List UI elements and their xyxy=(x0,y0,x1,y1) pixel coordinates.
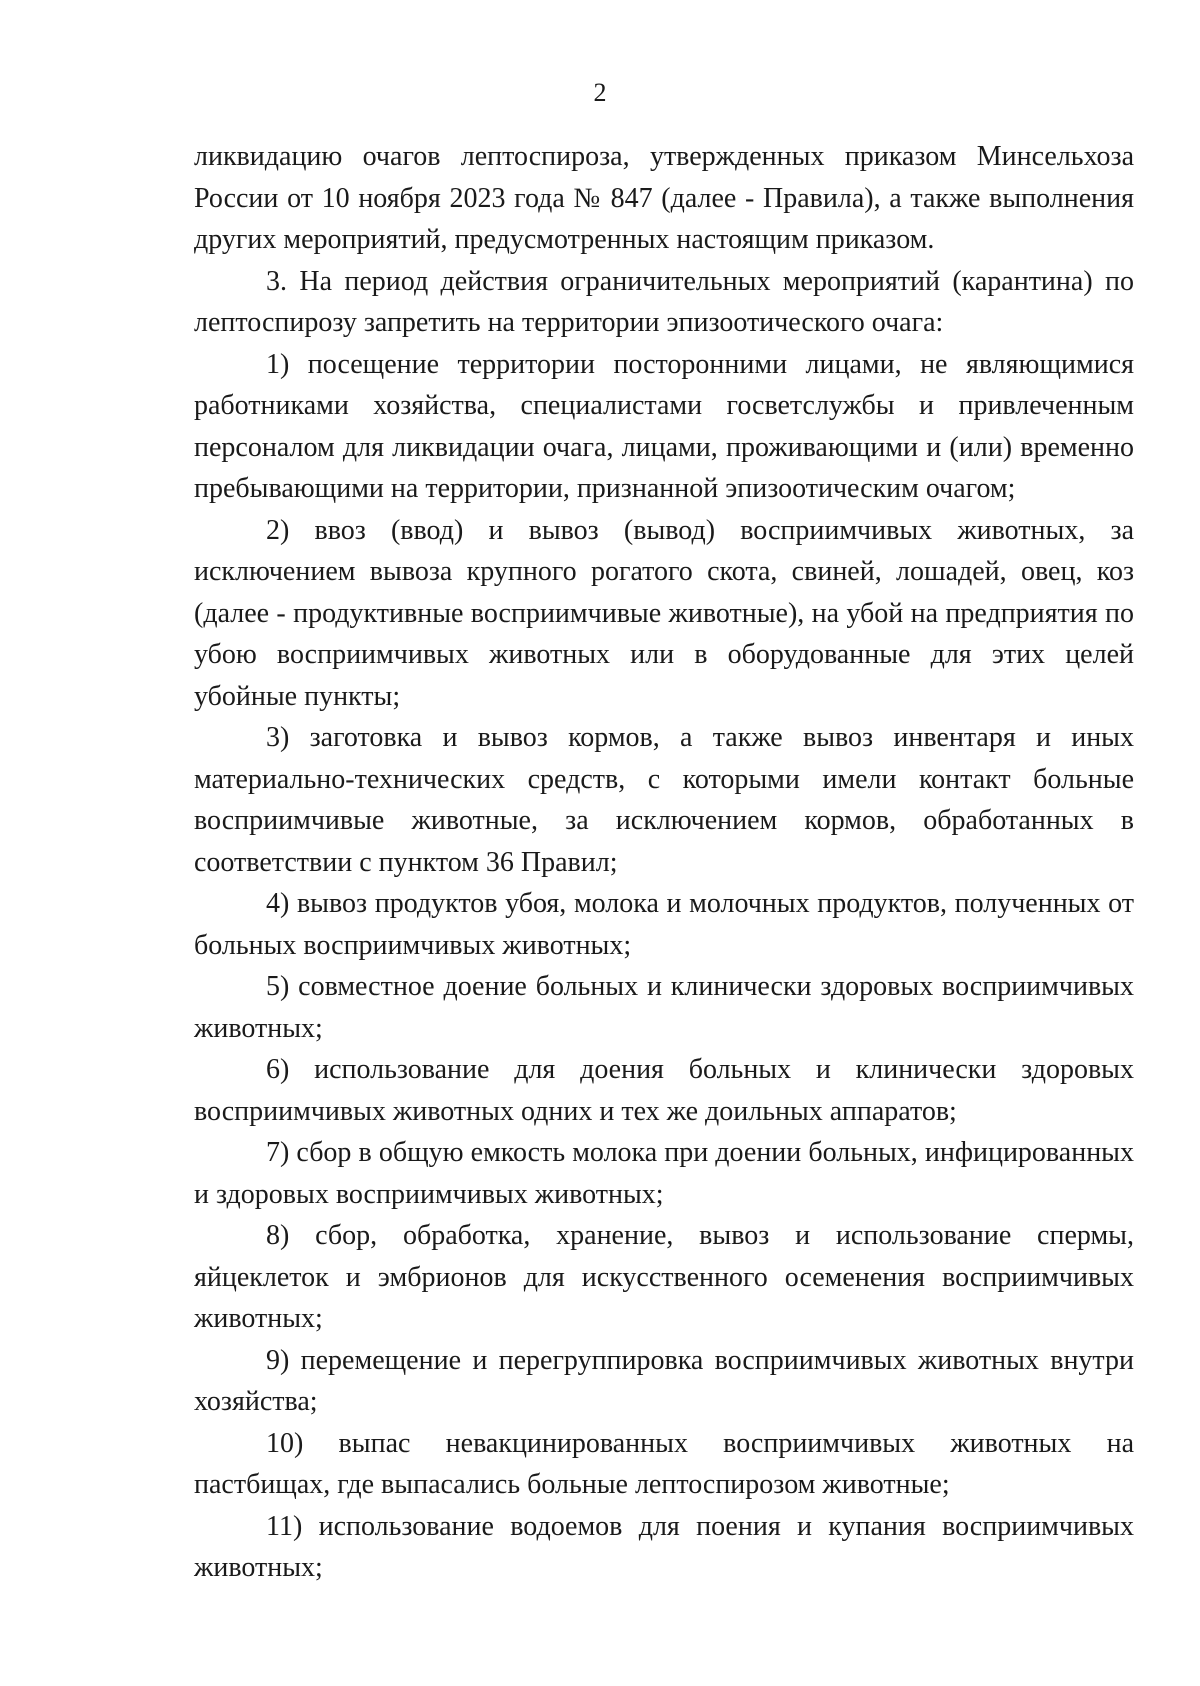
list-item-9: 9) перемещение и перегруппировка восприимчивых животных внутри хозяйства; xyxy=(194,1344,1134,1417)
paragraph-continuation: ликвидацию очагов лептоспироза, утвержденных приказом Минсельхоза России от 10 ноября 2023 года № 847 (далее - Правила), а также выполнения других мероприятий, предусмотренных настоящим приказом. xyxy=(194,141,1134,255)
list-item-5: 5) совместное доение больных и клинически здоровых восприимчивых животных; xyxy=(194,971,1134,1044)
list-item-11: 11) использование водоемов для поения и купания восприимчивых животных; xyxy=(194,1510,1134,1583)
list-item-7: 7) сбор в общую емкость молока при доении больных, инфицированных и здоровых восприимчивых животных; xyxy=(194,1137,1134,1210)
page-number: 2 xyxy=(593,78,607,107)
list-item-4: 4) вывоз продуктов убоя, молока и молочных продуктов, полученных от больных восприимчивых животных; xyxy=(194,888,1134,961)
document-body xyxy=(194,136,1134,1589)
list-item-6: 6) использование для доения больных и клинически здоровых восприимчивых животных одних и тех же доильных аппаратов; xyxy=(194,1054,1134,1127)
paragraph-3: 3. На период действия ограничительных мероприятий (карантина) по лептоспирозу запретить на территории эпизоотического очага: xyxy=(194,265,1134,338)
list-item-2: 2) ввоз (ввод) и вывоз (вывод) восприимчивых животных, за исключением вывоза крупного рогатого скота, свиней, лошадей, овец, коз (далее - продуктивные восприимчивые животные), на убой на предприятия по убою восприимчивых животных или в оборудованные для этих целей убойные пункты; xyxy=(194,514,1134,712)
list-item-8: 8) сбор, обработка, хранение, вывоз и использование спермы, яйцеклеток и эмбрионов для искусственного осеменения восприимчивых животных; xyxy=(194,1220,1134,1334)
list-item-10: 10) выпас невакцинированных восприимчивых животных на пастбищах, где выпасались больные лептоспирозом животные; xyxy=(194,1427,1134,1500)
list-item-3: 3) заготовка и вывоз кормов, а также вывоз инвентаря и иных материально-технических средств, с которыми имели контакт больные восприимчивые животные, за исключением кормов, обработанных в соответствии с пунктом 36 Правил; xyxy=(194,722,1134,878)
list-item-1: 1) посещение территории посторонними лицами, не являющимися работниками хозяйства, специалистами госветслужбы и привлеченным персоналом для ликвидации очага, лицами, проживающими и (или) временно пребывающими на территории, признанной эпизоотическим очагом; xyxy=(194,348,1134,504)
